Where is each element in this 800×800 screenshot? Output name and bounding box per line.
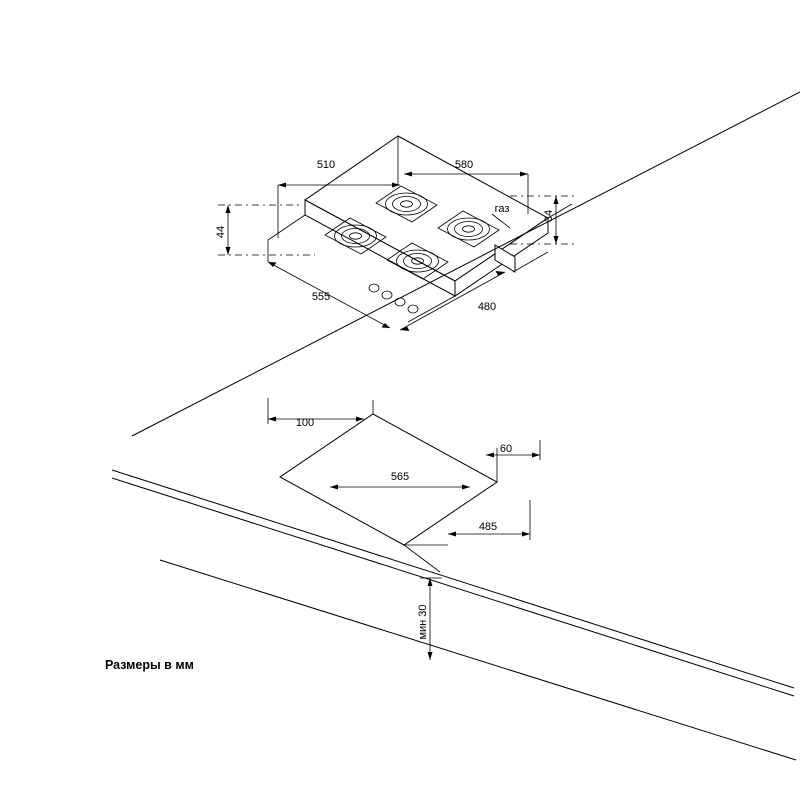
dim-label-565: 565 bbox=[390, 471, 410, 483]
dim-label-60: 60 bbox=[499, 443, 513, 455]
dim-label-510: 510 bbox=[316, 159, 336, 171]
dim-label-44: 44 bbox=[215, 225, 227, 239]
dim-label-555: 555 bbox=[311, 291, 331, 303]
control-knobs bbox=[369, 284, 418, 313]
dim-label-100: 100 bbox=[295, 417, 315, 429]
hob-isometric-group bbox=[218, 136, 578, 331]
dim-label-min-30: мин 30 bbox=[417, 604, 429, 640]
worktop-cutout-group bbox=[112, 92, 800, 760]
burner-rear-right bbox=[438, 211, 499, 247]
dim-label-34: 34 bbox=[543, 209, 555, 223]
dim-label-485: 485 bbox=[478, 521, 498, 533]
figure-caption: Размеры в мм bbox=[105, 658, 194, 672]
dim-label-580: 580 bbox=[454, 159, 474, 171]
label-gas-inlet: газ bbox=[494, 203, 510, 215]
cutout-outline bbox=[280, 414, 497, 545]
dim-label-480: 480 bbox=[477, 301, 497, 313]
burner-rear-left bbox=[376, 186, 437, 222]
